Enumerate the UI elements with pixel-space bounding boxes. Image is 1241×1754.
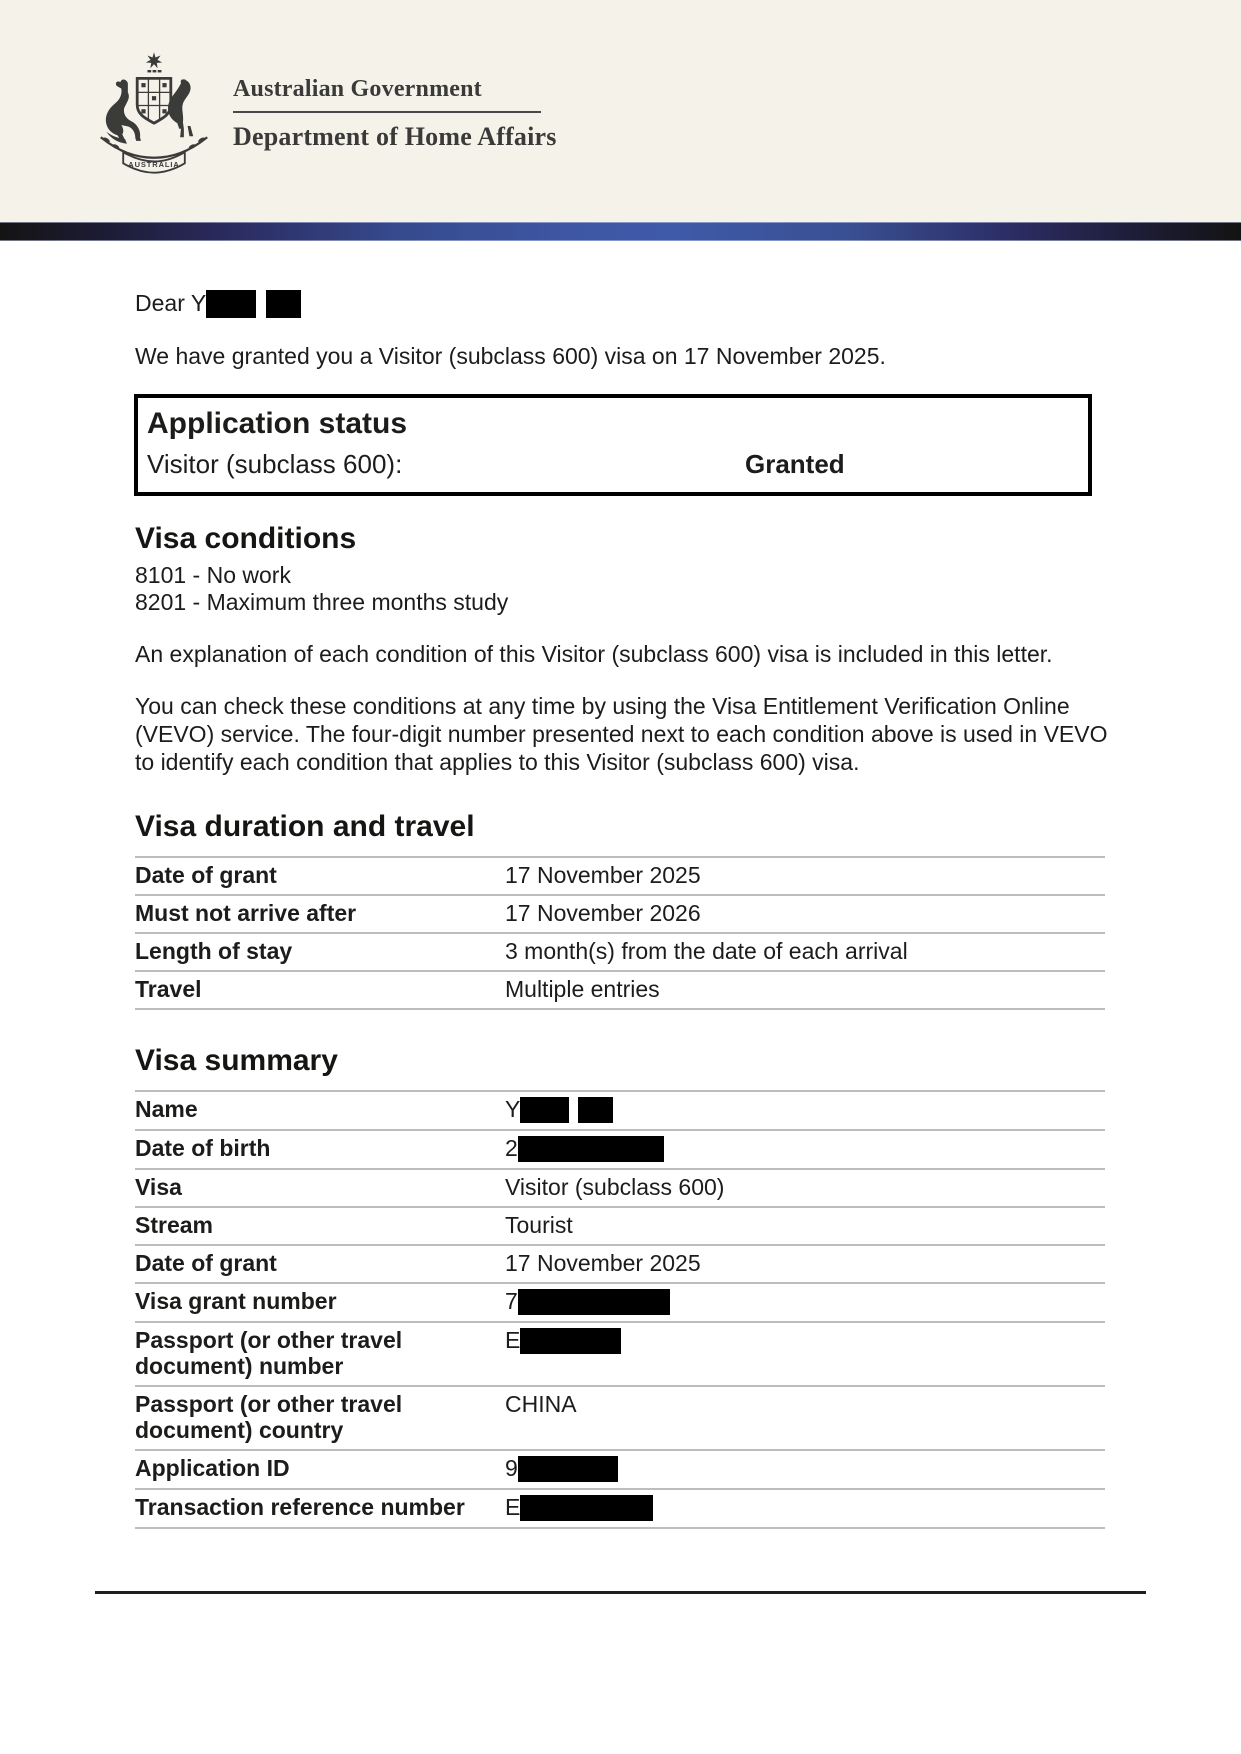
- row-label: Stream: [135, 1212, 213, 1238]
- redacted-value: [518, 1289, 670, 1315]
- conditions-explanation: An explanation of each condition of this Visitor (subclass 600) visa is included in this letter.: [135, 641, 1053, 667]
- visa-duration-table: [135, 856, 1105, 1010]
- application-status-box: [134, 394, 1092, 496]
- redacted-value: [578, 1097, 613, 1123]
- row-label: Transaction reference number: [135, 1494, 465, 1520]
- row-value: Tourist: [505, 1212, 573, 1238]
- row-label: [135, 1322, 505, 1386]
- footer-divider: [95, 1591, 1146, 1594]
- row-label: Application ID: [135, 1455, 290, 1481]
- value-prefix: 7: [505, 1288, 518, 1314]
- row-label-line: document) country: [135, 1417, 344, 1443]
- letter-body: [135, 241, 1120, 1529]
- visa-summary-table: [135, 1090, 1105, 1529]
- row-label: Visa: [135, 1174, 182, 1200]
- row-value: CHINA: [505, 1391, 577, 1417]
- letterhead-divider: [233, 111, 541, 113]
- row-label-line: document) number: [135, 1353, 344, 1379]
- redacted-name-part: [206, 290, 256, 318]
- row-label: Date of grant: [135, 1250, 277, 1276]
- table-row: [135, 1207, 1105, 1245]
- row-label: Must not arrive after: [135, 900, 357, 926]
- row-label: Date of grant: [135, 862, 277, 888]
- letterhead: [0, 0, 1241, 222]
- visa-condition-item: 8201 - Maximum three months study: [135, 589, 509, 615]
- visa-condition-item: 8101 - No work: [135, 562, 291, 588]
- table-row: [135, 857, 1105, 895]
- row-value: 17 November 2025: [505, 862, 701, 888]
- table-row: [135, 1130, 1105, 1169]
- redacted-value: [520, 1495, 653, 1521]
- table-row: [135, 1283, 1105, 1322]
- application-status-title: Application status: [147, 407, 408, 440]
- value-prefix: Y: [505, 1096, 521, 1122]
- redacted-value: [518, 1136, 664, 1162]
- redacted-name-part: [266, 290, 301, 318]
- government-title: Australian Government: [233, 76, 482, 102]
- table-row: [135, 895, 1105, 933]
- row-label: Length of stay: [135, 938, 293, 964]
- crest-banner-label: AUSTRALIA: [128, 160, 180, 170]
- table-row: [135, 1386, 1105, 1450]
- intro-paragraph: We have granted you a Visitor (subclass 600) visa on 17 November 2025.: [135, 343, 886, 369]
- coat-of-arms-icon: [84, 46, 224, 178]
- table-row: [135, 1322, 1105, 1386]
- row-label: Travel: [135, 976, 202, 1002]
- row-label-line: Passport (or other travel: [135, 1391, 403, 1417]
- row-label: Visa grant number: [135, 1288, 337, 1314]
- table-row: [135, 1450, 1105, 1489]
- redacted-value: [520, 1097, 569, 1123]
- row-label: Date of birth: [135, 1135, 271, 1161]
- row-label: Name: [135, 1096, 198, 1122]
- row-label-line: Passport (or other travel: [135, 1327, 403, 1353]
- value-prefix: 2: [505, 1135, 518, 1161]
- value-prefix: E: [505, 1327, 521, 1353]
- row-value: [505, 1322, 1105, 1386]
- vevo-paragraph: You can check these conditions at any time by using the Visa Entitlement Verification Online (VEVO) service. The four-digit number presented next to each condition above is used in VEVO to identify each condition that applies to this Visitor (subclass 600) visa.: [135, 693, 1108, 775]
- table-row: [135, 1489, 1105, 1528]
- row-label: [135, 1386, 505, 1450]
- row-value: [505, 1283, 1105, 1322]
- department-title: Department of Home Affairs: [233, 122, 557, 151]
- row-value: 3 month(s) from the date of each arrival: [505, 938, 908, 964]
- row-value: [505, 1091, 1105, 1130]
- value-prefix: E: [505, 1494, 521, 1520]
- salutation-text: Dear Y: [135, 290, 207, 316]
- table-row: [135, 1245, 1105, 1283]
- row-value: [505, 1450, 1105, 1489]
- visa-conditions-heading: Visa conditions: [135, 522, 357, 555]
- row-value: Visitor (subclass 600): [505, 1174, 725, 1200]
- row-value: 17 November 2026: [505, 900, 701, 926]
- table-row: [135, 1091, 1105, 1130]
- redacted-value: [518, 1456, 618, 1482]
- table-row: [135, 1169, 1105, 1207]
- row-value: [505, 1130, 1105, 1169]
- application-status-visa-label: Visitor (subclass 600):: [147, 449, 403, 479]
- value-prefix: 9: [505, 1455, 518, 1481]
- row-value: [505, 1489, 1105, 1528]
- salutation: [135, 289, 1120, 318]
- row-value: 17 November 2025: [505, 1250, 701, 1276]
- header-accent-band: [0, 222, 1241, 241]
- table-row: [135, 933, 1105, 971]
- row-value: Multiple entries: [505, 976, 660, 1002]
- application-status-value: Granted: [745, 449, 845, 479]
- visa-summary-heading: Visa summary: [135, 1044, 338, 1077]
- table-row: [135, 971, 1105, 1009]
- visa-duration-heading: Visa duration and travel: [135, 810, 475, 843]
- redacted-value: [520, 1328, 621, 1354]
